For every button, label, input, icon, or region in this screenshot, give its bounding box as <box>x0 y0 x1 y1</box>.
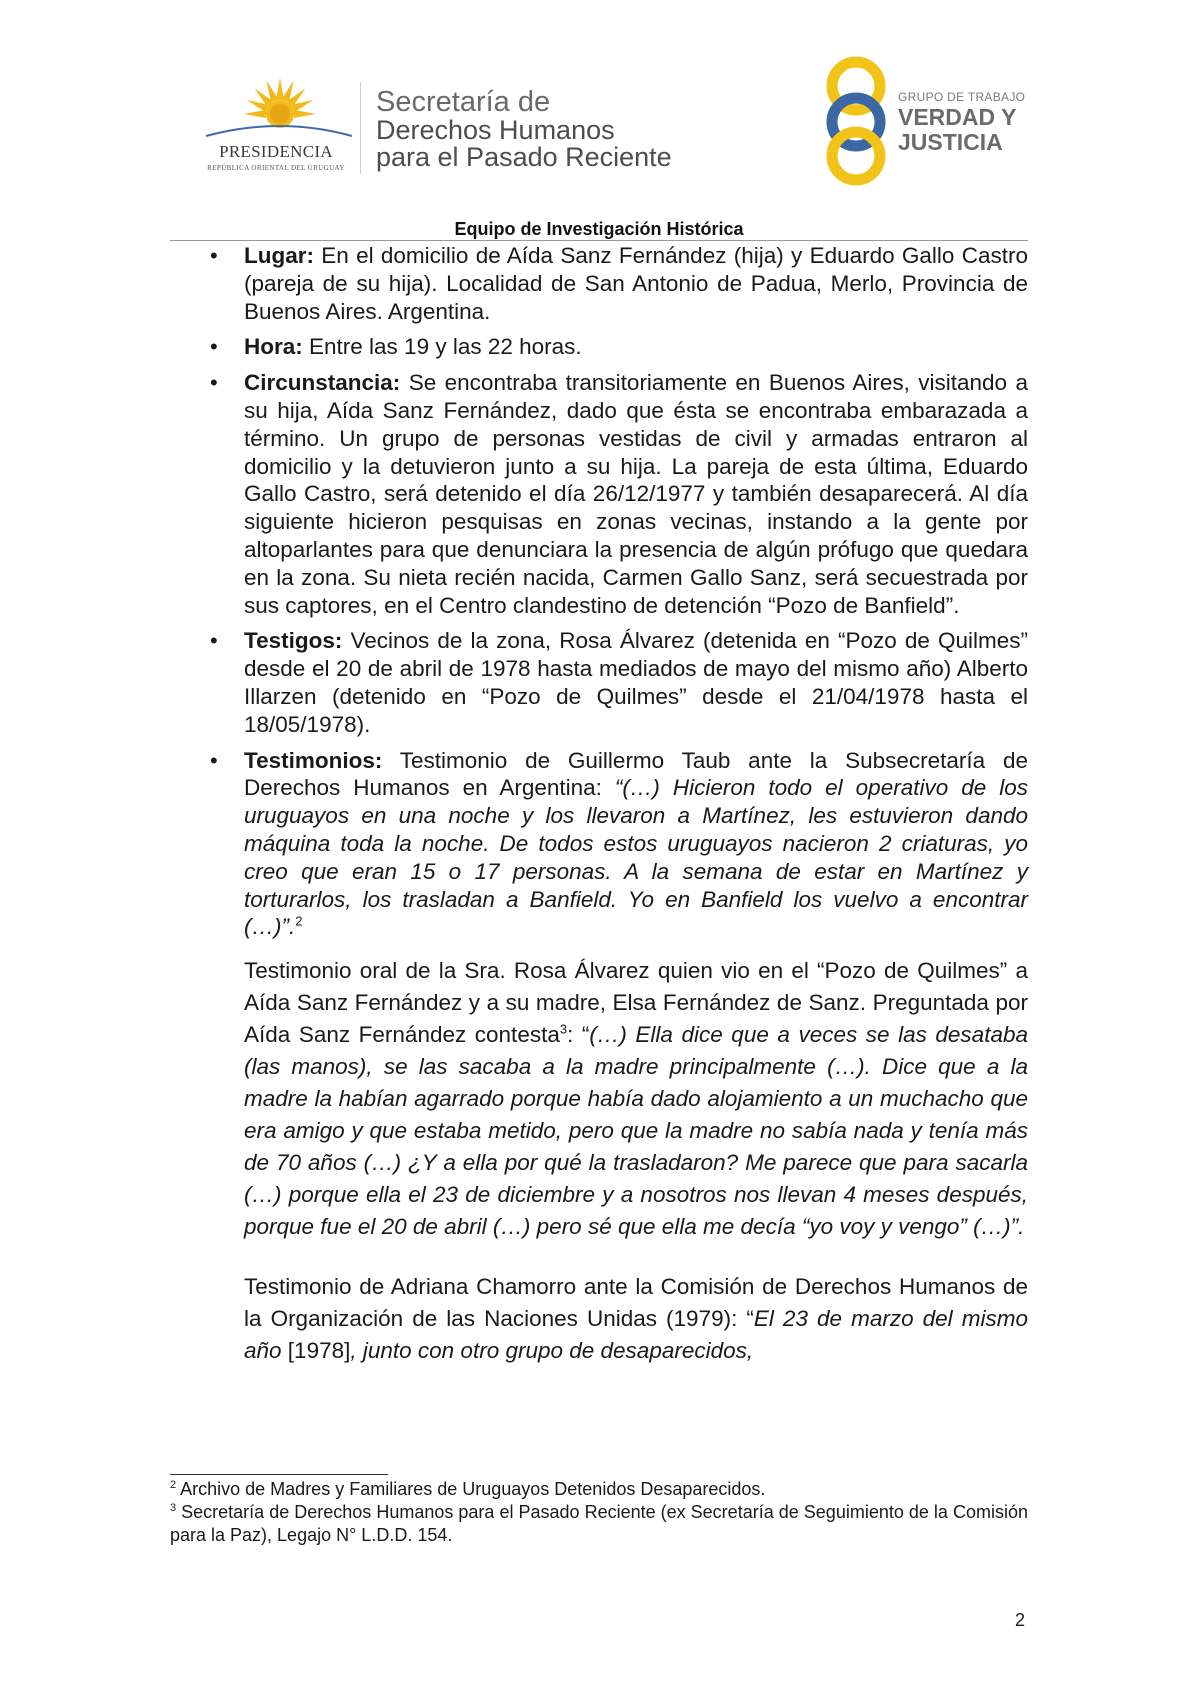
list-item-testimonios <box>170 747 1028 1368</box>
header-rule <box>170 240 1028 241</box>
presidencia-logo <box>196 76 356 176</box>
sun-emblem-icon <box>196 76 356 146</box>
footnote <box>170 1478 1028 1501</box>
footnote <box>170 1501 1028 1547</box>
secretaria-line-3: para el Pasado Reciente <box>376 142 672 172</box>
presidencia-label: PRESIDENCIA <box>219 142 333 161</box>
item-text: Se encontraba transitoriamente en Buenos Aires, visitando a su hija, Aída Sanz Fernández, dado que ésta se encontraba embarazada a término. Un grupo de personas vestidas de civil y armadas entraron al domicilio y la detuvieron junto a su hija. La pareja de esta última, Eduardo Gallo Castro, será detenido el día 26/12/1977 y también desaparecerá. Al día siguiente hicieron pesquisas en zonas vecinas, instando a la gente por altoparlantes para que denunciara la presencia de algún prófugo que quedara en la zona. Su nieta recién nacida, Carmen Gallo Sanz, será secuestrada por sus captores, en el Centro clandestino de detención “Pozo de Banfield”. <box>244 370 1028 618</box>
list-item-lugar <box>170 242 1028 325</box>
list-item-hora <box>170 333 1028 361</box>
testimonio-taub <box>244 747 1028 942</box>
quote-open: : “ <box>567 1022 590 1048</box>
list-item-circunstancia <box>170 369 1028 619</box>
secretaria-title <box>376 88 672 171</box>
date-bracket: [1978] <box>281 1338 351 1364</box>
republica-label: REPÚBLICA ORIENTAL DEL URUGUAY <box>207 164 345 172</box>
footnote-text: Secretaría de Derechos Humanos para el Pasado Reciente (ex Secretaría de Seguimiento de la Comisión para la Paz), Legajo N° L.D.D. 154. <box>170 1502 1028 1545</box>
interlocked-rings-icon <box>820 56 894 186</box>
item-label: Testigos: <box>244 628 343 654</box>
item-text: Vecinos de la zona, Rosa Álvarez (detenida en “Pozo de Quilmes” desde el 20 de abril de 1978 hasta mediados de mayo del mismo año) Alberto Illarzen (detenido en “Pozo de Quilmes” desde el 21/04/1978 hasta el 18/05/1978). <box>244 628 1028 737</box>
item-text: Entre las 19 y las 22 horas. <box>302 334 582 360</box>
bullet-icon: • <box>210 243 218 268</box>
bullet-icon: • <box>210 747 218 773</box>
testimonio-alvarez <box>244 955 1028 1243</box>
item-label: Circunstancia: <box>244 370 401 396</box>
vyj-title-line-2: JUSTICIA <box>898 129 1003 155</box>
item-label: Lugar: <box>244 243 314 268</box>
vyj-subtitle: GRUPO DE TRABAJO <box>898 90 1026 104</box>
detail-list <box>170 242 1028 1367</box>
item-label: Testimonios: <box>244 747 383 773</box>
item-label: Hora: <box>244 334 303 360</box>
testimonio-intro: Testimonio de Guillermo Taub ante la Subsecretaría de Derechos Humanos en Argentina: <box>244 747 1028 801</box>
secretaria-line-1: Secretaría de <box>376 86 551 118</box>
footnote-separator <box>170 1474 388 1475</box>
secretaria-line-2: Derechos Humanos <box>376 115 615 145</box>
item-paragraph <box>244 369 1028 619</box>
testimonio-quote: El 23 de marzo del mismo año <box>244 1306 1028 1364</box>
footnotes <box>170 1478 1028 1547</box>
testimonio-intro: Testimonio de Adriana Chamorro ante la Comisión de Derechos Humanos de la Organización de las Naciones Unidas (1979): “ <box>244 1274 1028 1332</box>
footnote-number: 2 <box>170 1479 177 1491</box>
testimonio-quote-cont: , junto con otro grupo de desaparecidos, <box>350 1338 754 1364</box>
item-text: En el domicilio de Aída Sanz Fernández (hija) y Eduardo Gallo Castro (pareja de su hija). Localidad de San Antonio de Padua, Merlo, Provincia de Buenos Aires. Argentina. <box>244 243 1028 324</box>
header-divider <box>360 82 361 174</box>
bullet-icon: • <box>210 334 218 360</box>
page-number: 2 <box>1015 1610 1026 1630</box>
footnote-text: Archivo de Madres y Familiares de Uruguayos Detenidos Desaparecidos. <box>176 1479 766 1499</box>
item-paragraph <box>244 333 1028 361</box>
testimonio-quote: “(…) Hicieron todo el operativo de los uruguayos en una noche y los llevaron a Martínez, les estuvieron dando máquina toda la noche. De todos estos uruguayos nacieron 2 criaturas, yo creo que eran 15 o 17 personas. A la semana de estar en Martínez y torturarlos, los trasladan a Banfield. Yo en Banfield los vuelvo a encontrar (…)”. <box>244 775 1028 940</box>
item-paragraph <box>244 627 1028 738</box>
bullet-icon: • <box>210 628 218 654</box>
footnote-ref: 2 <box>295 913 303 929</box>
footnote-ref: 3 <box>559 1021 568 1037</box>
main-content <box>170 242 1028 1375</box>
team-heading: Equipo de Investigación Histórica <box>454 219 744 239</box>
footnote-number: 3 <box>170 1502 177 1514</box>
testimonio-chamorro <box>244 1271 1028 1367</box>
testimonio-intro: Testimonio oral de la Sra. Rosa Álvarez quien vio en el “Pozo de Quilmes” a Aída Sanz Fernández y a su madre, Elsa Fernández de Sanz. Preguntada por Aída Sanz Fernández contesta <box>244 958 1028 1048</box>
bullet-icon: • <box>210 370 218 396</box>
item-paragraph <box>244 242 1028 325</box>
list-item-testigos <box>170 627 1028 738</box>
testimonio-quote: (…) Ella dice que a veces se las desataba (las manos), se las sacaba a la madre principalmente (…). Dice que a la madre la habían agarrado porque había dado alojamiento a un muchacho que era amigo y que estaba metido, pero que la madre no sabía nada y tenía más de 70 años (…) ¿Y a ella por qué la trasladaron? Me parece que para sacarla (…) porque ella el 23 de diciembre y a nosotros nos llevan 4 meses después, porque fue el 20 de abril (…) pero sé que ella me decía “yo voy y vengo” (…)”. <box>244 1022 1028 1240</box>
vyj-title-line-1: VERDAD Y <box>898 104 1017 130</box>
verdad-justicia-logo <box>820 56 1040 186</box>
